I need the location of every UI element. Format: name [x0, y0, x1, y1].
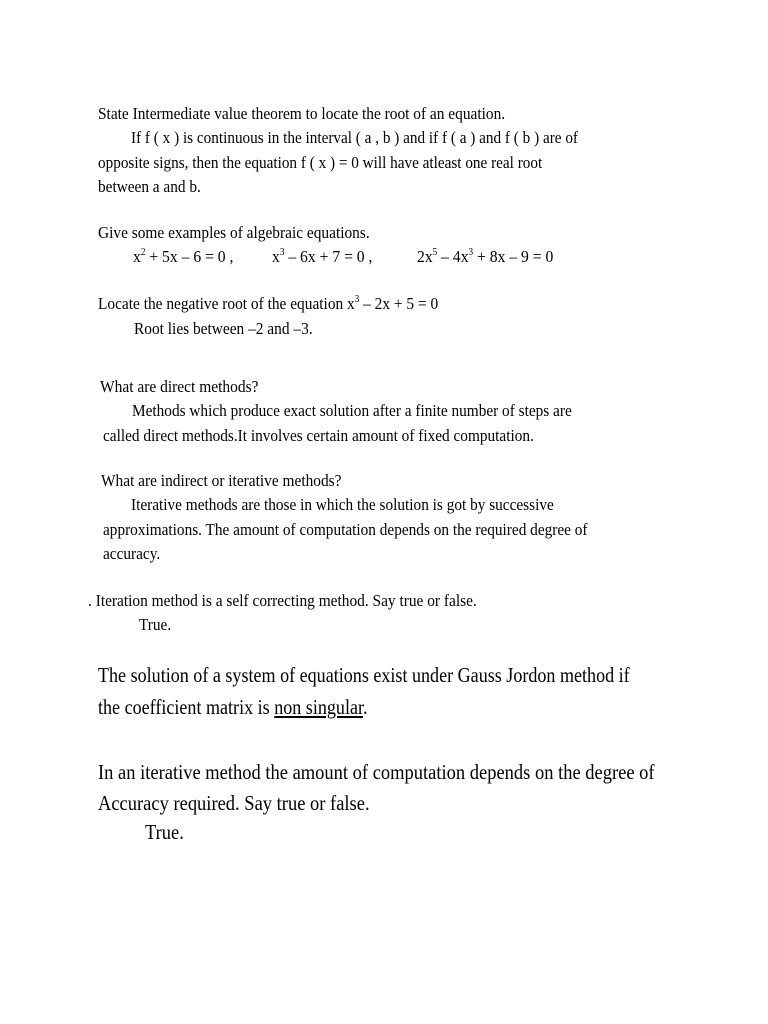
answer-line: True.: [139, 615, 172, 634]
answer-line: True.: [145, 820, 184, 844]
statement-line: the coefficient matrix is non singular.: [98, 695, 368, 719]
answer-line: between a and b.: [98, 177, 201, 196]
question-text: Give some examples of algebraic equations.: [98, 223, 370, 242]
answer-line: Root lies between –2 and –3.: [134, 319, 313, 338]
equation-example: $x^3 - 6x + 7 = 0$ ,: [272, 247, 373, 266]
question-text: Locate the negative root of the equation $x^3 - 2x + 5 = 0$: [98, 294, 439, 313]
underlined-term: non singular: [274, 695, 364, 719]
statement-line: The solution of a system of equations exist under Gauss Jordon method if: [98, 663, 630, 687]
answer-line: approximations. The amount of computation depends on the required degree of: [103, 520, 588, 539]
question-text: . Iteration method is a self correcting method. Say true or false.: [88, 591, 477, 610]
question-text: What are indirect or iterative methods?: [101, 471, 342, 490]
answer-line: accuracy.: [103, 544, 161, 563]
answer-line: Methods which produce exact solution after a finite number of steps are: [132, 401, 572, 420]
statement-line: Accuracy required. Say true or false.: [98, 791, 370, 815]
equation-example: $2x^5 - 4x^3 + 8x - 9 = 0$: [417, 247, 554, 266]
answer-line: called direct methods.It involves certain amount of fixed computation.: [103, 426, 534, 445]
statement-line: In an iterative method the amount of computation depends on the degree of: [98, 760, 655, 784]
equation-example: $x^2 + 5x - 6 = 0$ ,: [133, 247, 234, 266]
answer-line: opposite signs, then the equation f ( x ) = 0 will have atleast one real root: [98, 153, 543, 172]
question-text: What are direct methods?: [100, 377, 259, 396]
question-text: State Intermediate value theorem to locate the root of an equation.: [98, 104, 506, 123]
answer-line: Iterative methods are those in which the solution is got by successive: [131, 495, 554, 514]
answer-line: If f ( x ) is continuous in the interval ( a , b ) and if f ( a ) and f ( b ) are of: [131, 128, 578, 147]
